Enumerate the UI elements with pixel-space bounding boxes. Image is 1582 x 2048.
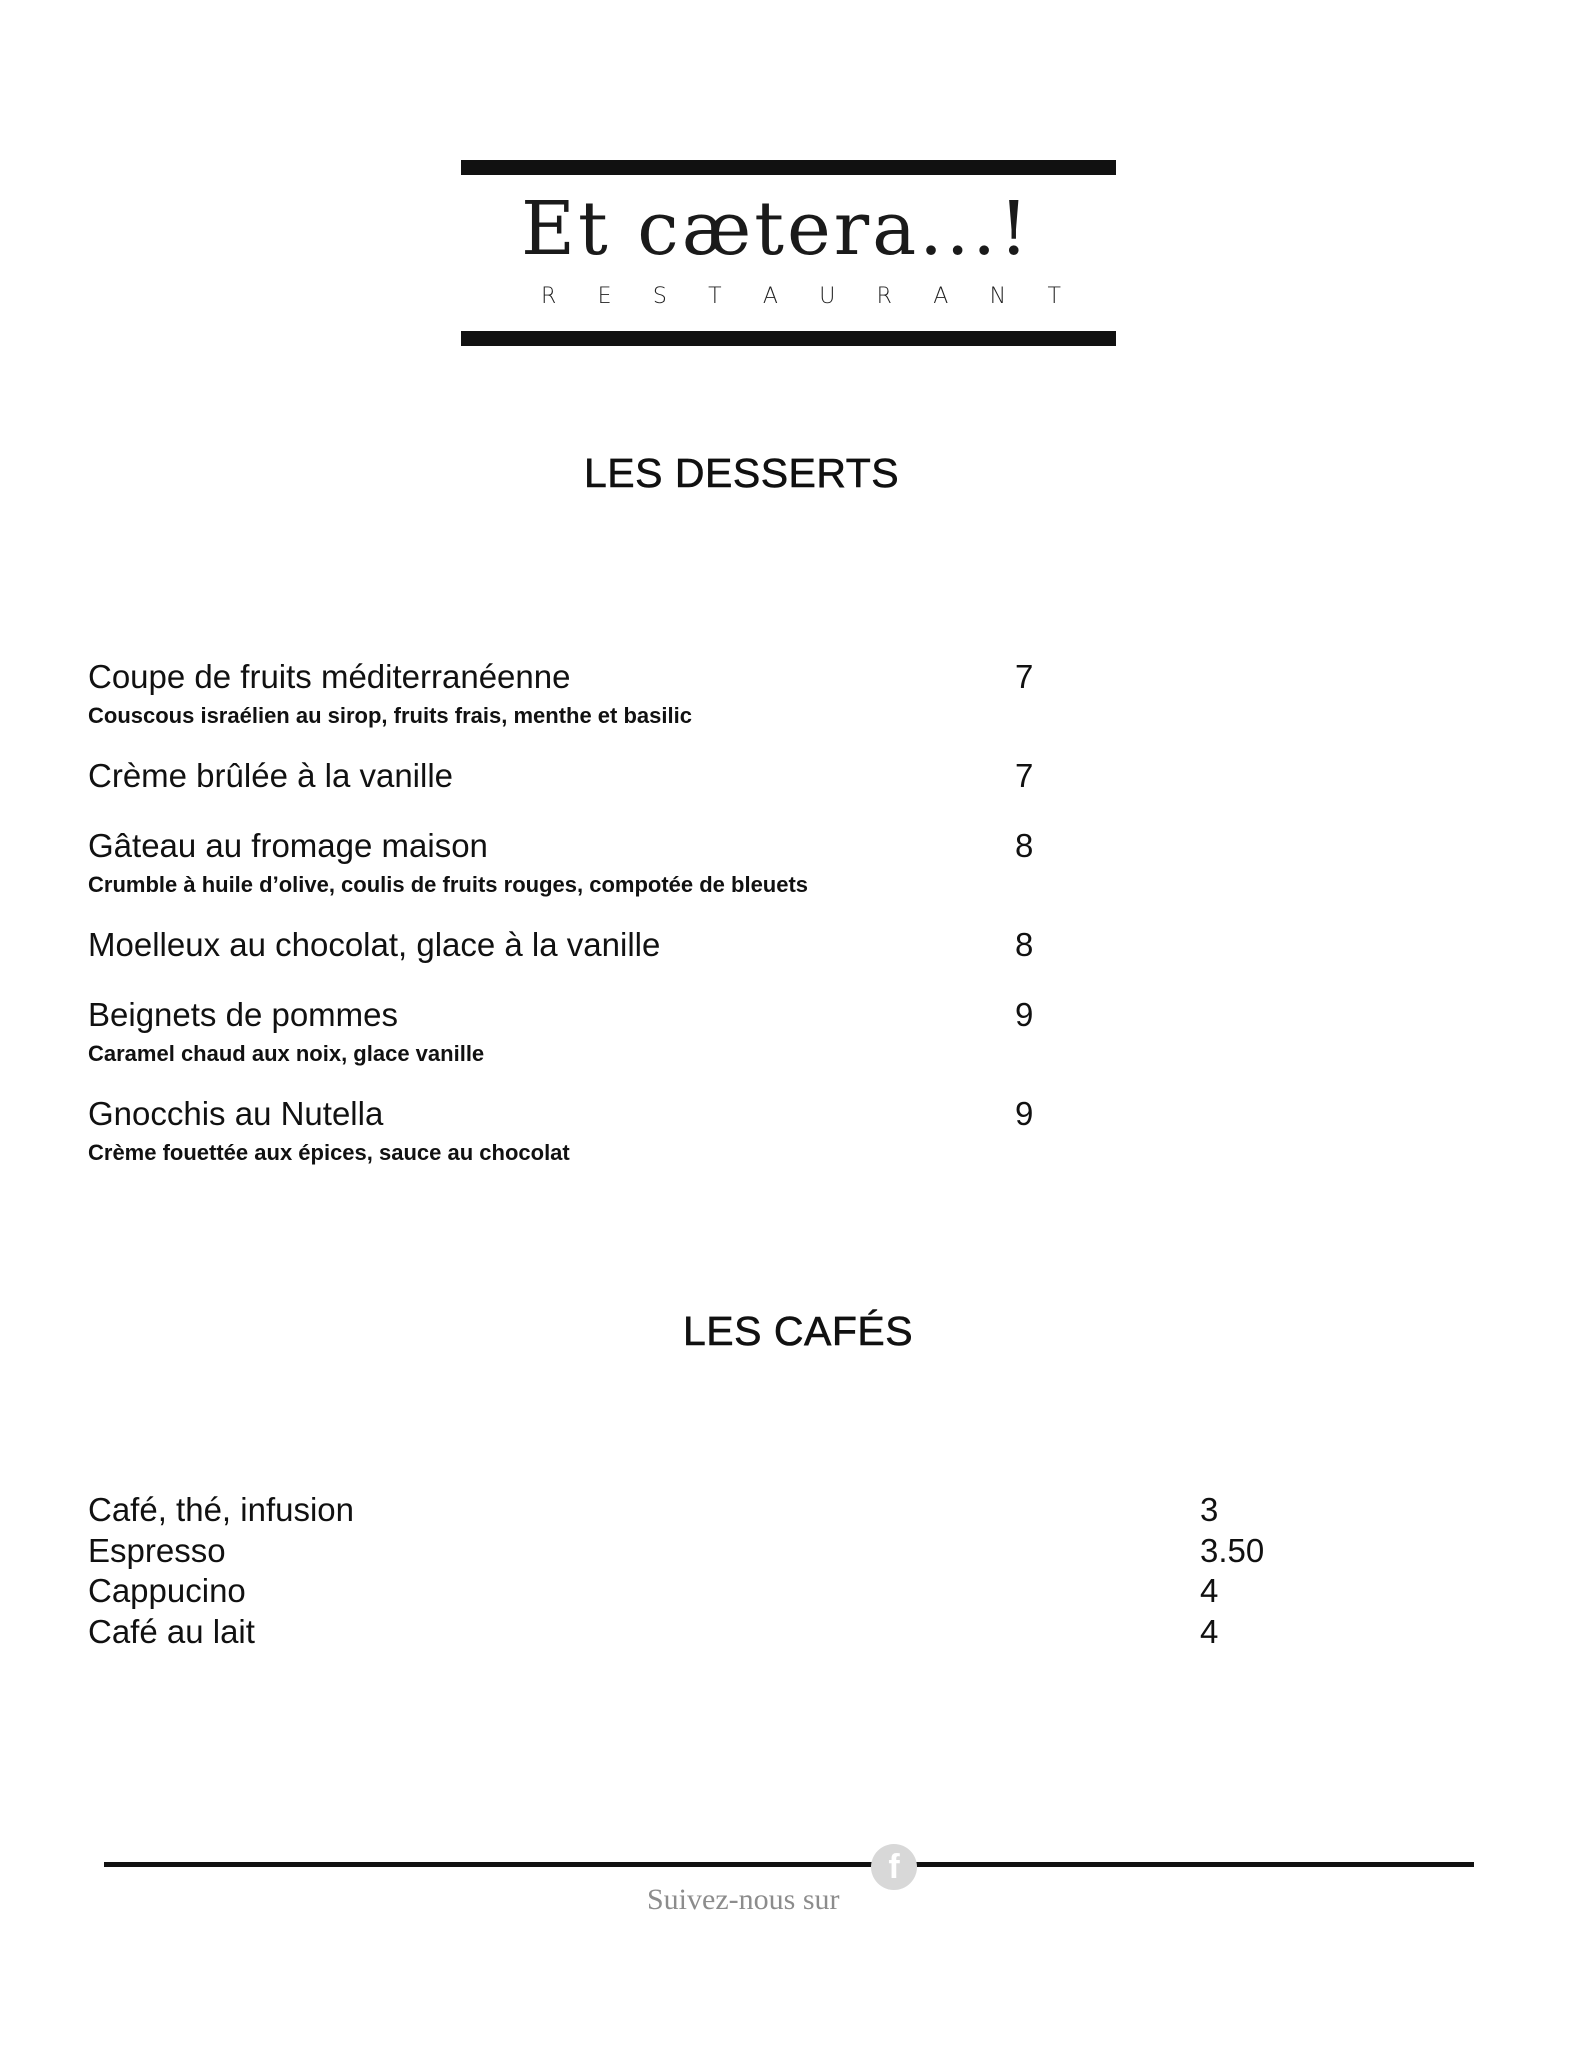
- dessert-item-description: Crumble à huile d’olive, coulis de fruits rouges, compotée de bleuets: [88, 872, 809, 897]
- facebook-icon[interactable]: f: [871, 1844, 917, 1890]
- logo-letter: N: [989, 284, 1007, 309]
- cafe-item-name: Espresso: [88, 1532, 226, 1569]
- logo-brand-name: Et cætera...!: [521, 186, 1032, 272]
- restaurant-logo: [461, 160, 1116, 346]
- dessert-item-name: Gâteau au fromage maison: [88, 827, 488, 864]
- cafe-item-price: 4: [1200, 1613, 1219, 1650]
- logo-letter: T: [1047, 284, 1061, 309]
- logo-letter: A: [933, 284, 949, 309]
- dessert-item-name: Crème brûlée à la vanille: [88, 757, 454, 794]
- logo-letter: E: [597, 284, 612, 309]
- desserts-section-title: LES DESSERTS: [584, 450, 900, 496]
- dessert-item-name: Coupe de fruits méditerranéenne: [88, 658, 571, 695]
- cafe-item-price: 3.50: [1200, 1532, 1265, 1569]
- cafe-item-name: Café, thé, infusion: [88, 1491, 354, 1528]
- logo-subtitle: [541, 284, 1061, 309]
- dessert-item-name: Gnocchis au Nutella: [88, 1095, 384, 1132]
- dessert-item-name: Moelleux au chocolat, glace à la vanille: [88, 926, 661, 963]
- dessert-item-price: 9: [1015, 1095, 1034, 1132]
- dessert-item-description: Couscous israélien au sirop, fruits frais, menthe et basilic: [88, 703, 692, 728]
- dessert-item-price: 9: [1015, 996, 1034, 1033]
- logo-letter: A: [762, 284, 778, 309]
- dessert-item-price: 7: [1015, 757, 1034, 794]
- dessert-item-price: 8: [1015, 827, 1034, 864]
- logo-bottom-bar: [461, 331, 1116, 346]
- logo-letter: R: [541, 284, 557, 309]
- follow-us-text: Suivez-nous sur: [647, 1883, 840, 1916]
- dessert-item-description: Caramel chaud aux noix, glace vanille: [88, 1041, 485, 1066]
- cafe-item-name: Cappucino: [88, 1572, 246, 1609]
- footer-divider-left: [104, 1862, 872, 1867]
- dessert-item-description: Crème fouettée aux épices, sauce au chocolat: [88, 1140, 570, 1165]
- logo-letter: U: [819, 284, 836, 309]
- logo-letter: S: [652, 284, 667, 309]
- dessert-item-name: Beignets de pommes: [88, 996, 399, 1033]
- cafe-item-name: Café au lait: [88, 1613, 255, 1650]
- cafe-item-price: 4: [1200, 1572, 1219, 1609]
- cafes-section-title: LES CAFÉS: [683, 1308, 914, 1354]
- footer-divider-right: [916, 1862, 1474, 1867]
- dessert-item-price: 8: [1015, 926, 1034, 963]
- logo-letter: T: [708, 284, 722, 309]
- logo-letter: R: [876, 284, 892, 309]
- cafe-item-price: 3: [1200, 1491, 1219, 1528]
- dessert-item-price: 7: [1015, 658, 1034, 695]
- logo-top-bar: [461, 160, 1116, 175]
